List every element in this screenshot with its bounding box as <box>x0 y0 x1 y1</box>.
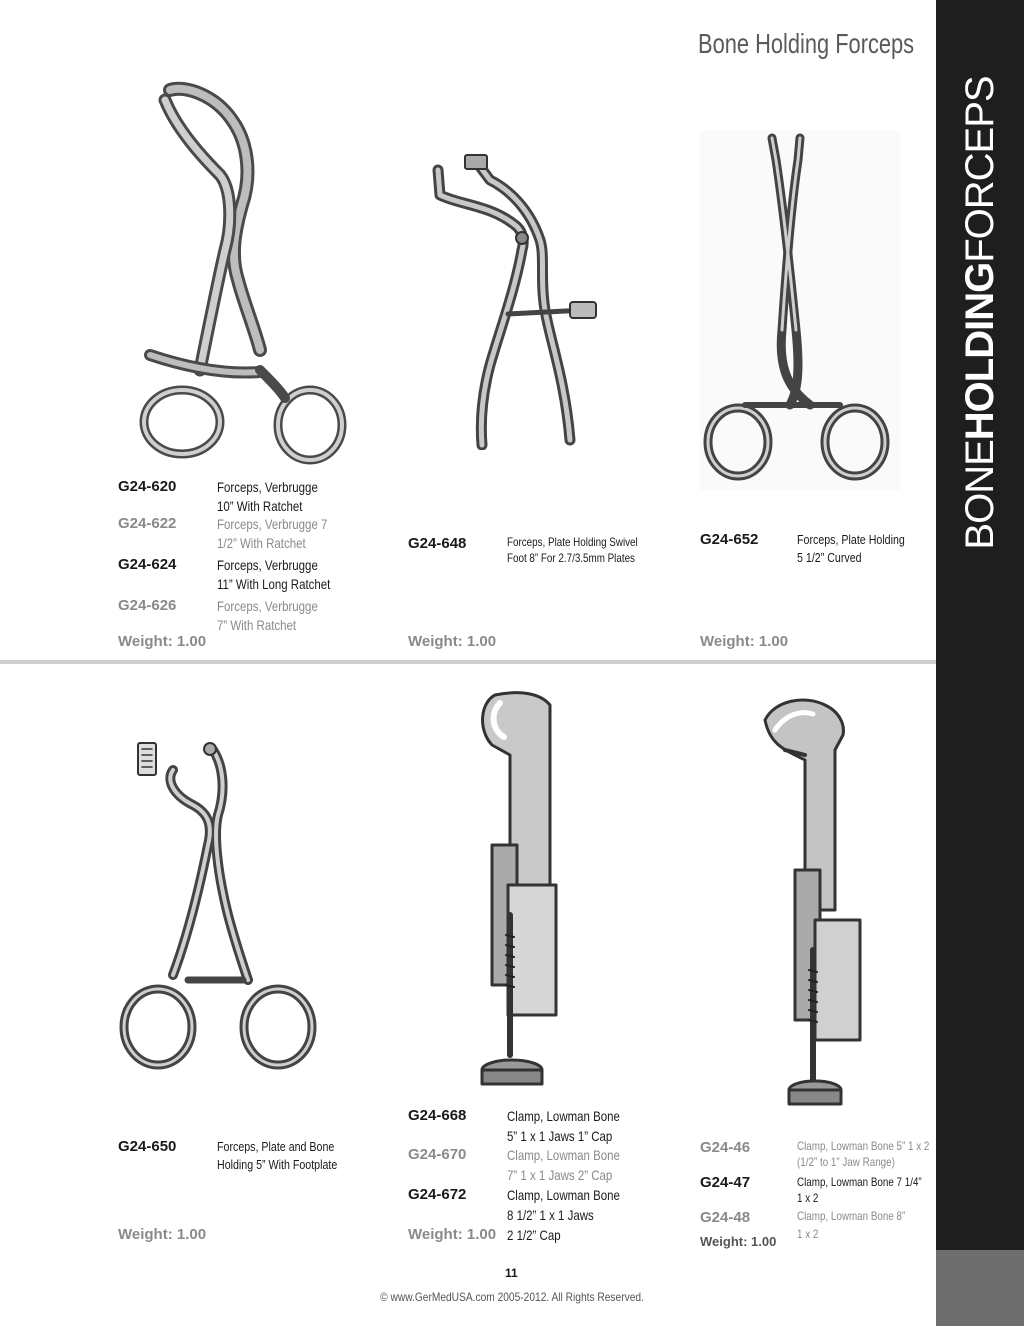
page-number: 11 <box>505 1266 518 1280</box>
product-code: G24-648 <box>408 535 467 552</box>
product-description: Forceps, Plate Holding Swivel <box>507 535 638 549</box>
product-description: Clamp, Lowman Bone <box>507 1187 620 1203</box>
product-description: 1/2” With Ratchet <box>217 535 306 551</box>
product-weight: Weight: 1.00 <box>118 1226 207 1243</box>
product-weight: Weight: 1.00 <box>700 633 789 650</box>
sidebar-title-part: FORCEPS <box>958 76 1002 263</box>
sidebar-title-part: HOLDING <box>958 262 1002 441</box>
product-description: Clamp, Lowman Bone <box>507 1108 620 1124</box>
product-description: Clamp, Lowman Bone 7 1/4” <box>797 1175 922 1189</box>
product-weight: Weight: 1.00 <box>408 633 497 650</box>
product-code: G24-46 <box>700 1139 751 1156</box>
verbrugge-forceps-image <box>120 80 360 470</box>
product-description: Forceps, Plate and Bone <box>217 1139 335 1154</box>
product-description: Forceps, Plate Holding <box>797 532 905 547</box>
product-code: G24-670 <box>408 1146 467 1163</box>
product-code: G24-620 <box>118 478 177 495</box>
product-description: Clamp, Lowman Bone 5” 1 x 2 <box>797 1139 930 1153</box>
product-code: G24-624 <box>118 556 177 573</box>
product-code: G24-650 <box>118 1138 177 1155</box>
product-code: G24-672 <box>408 1186 467 1203</box>
product-description: 10” With Ratchet <box>217 498 303 514</box>
product-description: 8 1/2” 1 x 1 Jaws <box>507 1207 594 1223</box>
product-code: G24-48 <box>700 1209 751 1226</box>
section-divider <box>0 660 936 664</box>
page-title: Bone Holding Forceps <box>698 28 915 59</box>
product-weight: Weight: 1.00 <box>118 633 207 650</box>
product-description: 1 x 2 <box>797 1227 819 1241</box>
product-weight: Weight: 1.00 <box>408 1226 497 1243</box>
lowman-bone-clamp-image <box>470 685 590 1105</box>
plate-holding-swivel-forceps-image <box>430 150 610 450</box>
product-description: 7” 1 x 1 Jaws 2” Cap <box>507 1167 613 1183</box>
product-description: Clamp, Lowman Bone <box>507 1147 620 1163</box>
product-code: G24-622 <box>118 515 177 532</box>
product-code: G24-652 <box>700 531 759 548</box>
product-code: G24-668 <box>408 1107 467 1124</box>
plate-bone-holding-forceps-image <box>118 735 318 1095</box>
product-description: Holding 5” With Footplate <box>217 1157 338 1172</box>
product-code: G24-626 <box>118 597 177 614</box>
product-description: 1 x 2 <box>797 1191 819 1205</box>
sidebar-bottom-block <box>936 1250 1024 1326</box>
product-description: 5 1/2” Curved <box>797 550 862 565</box>
product-description: Forceps, Verbrugge <box>217 598 318 614</box>
product-description: 5” 1 x 1 Jaws 1” Cap <box>507 1128 613 1144</box>
product-weight: Weight: 1.00 <box>700 1234 777 1249</box>
product-description: Forceps, Verbrugge <box>217 557 318 573</box>
product-description: 7” With Ratchet <box>217 617 297 633</box>
product-description: 11” With Long Ratchet <box>217 576 331 592</box>
product-description: Clamp, Lowman Bone 8” <box>797 1209 906 1223</box>
product-description: Foot 8” For 2.7/3.5mm Plates <box>507 551 635 565</box>
product-description: Forceps, Verbrugge <box>217 479 318 495</box>
product-description: (1/2” to 1” Jaw Range) <box>797 1155 895 1169</box>
product-description: 2 1/2” Cap <box>507 1227 561 1243</box>
product-code: G24-47 <box>700 1174 751 1191</box>
plate-holding-forceps-curved-image <box>700 130 900 490</box>
sidebar-vertical-title <box>960 76 1000 549</box>
lowman-bone-clamp-1x2-image <box>755 690 875 1120</box>
sidebar-title-part: BONE <box>958 440 1002 550</box>
product-description: Forceps, Verbrugge 7 <box>217 516 328 532</box>
copyright-notice: © www.GerMedUSA.com 2005-2012. All Rights Reserved. <box>380 1290 644 1304</box>
